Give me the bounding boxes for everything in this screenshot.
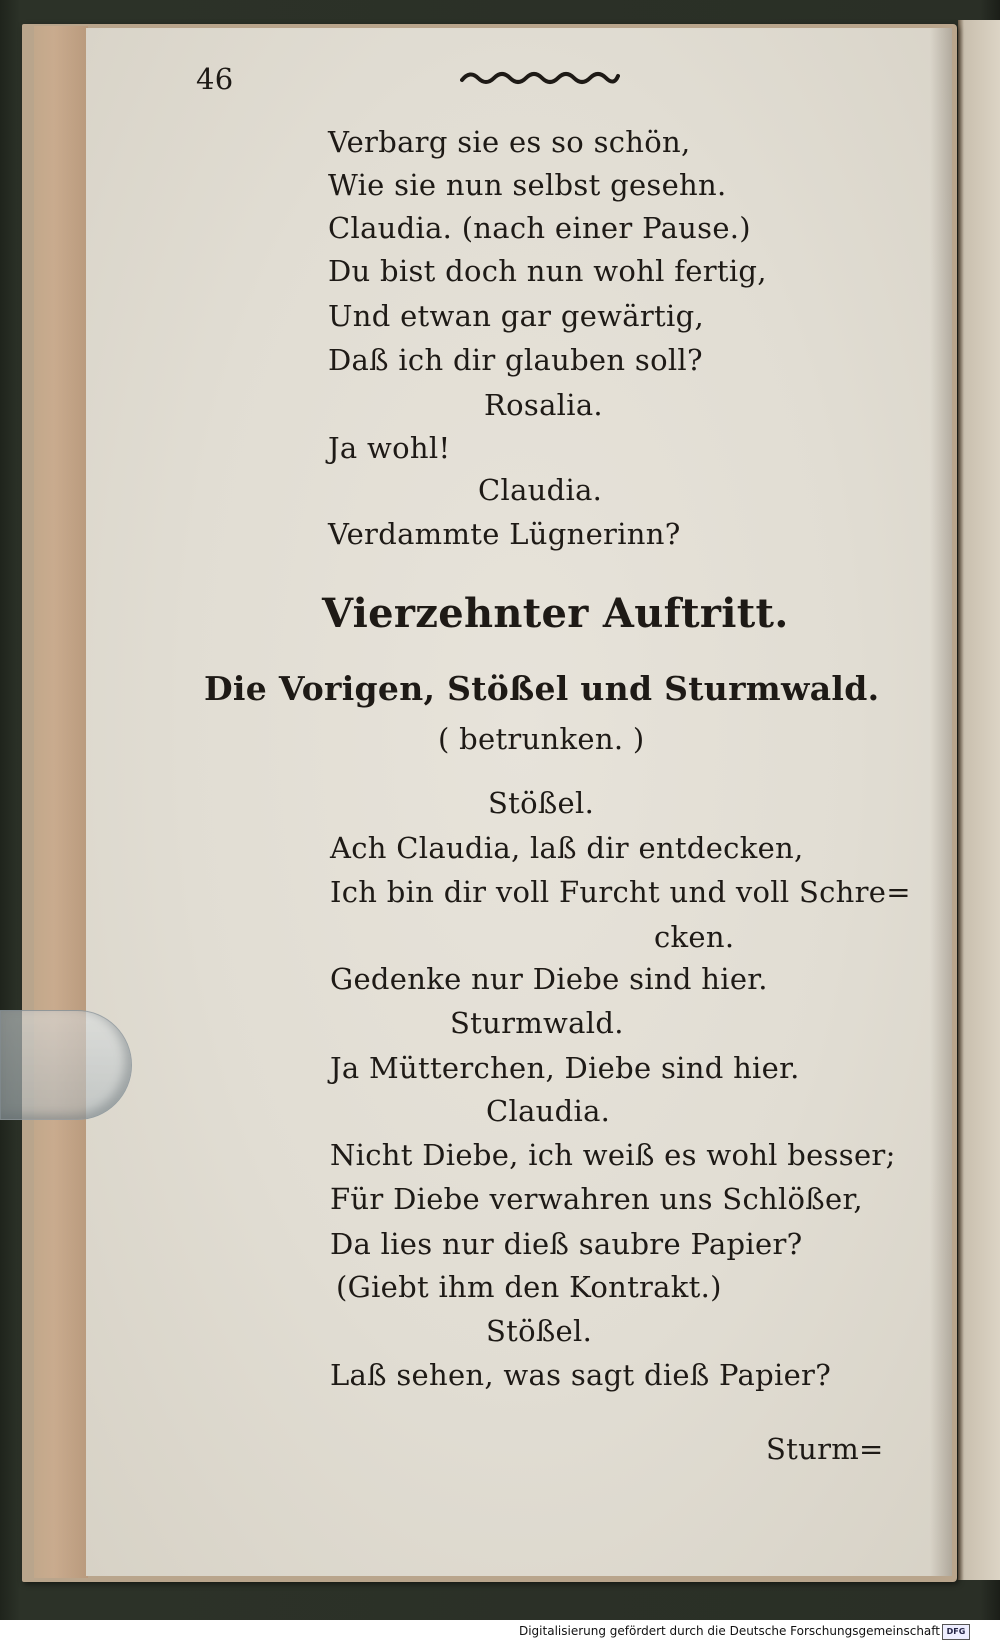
header-ornament-icon [460, 66, 620, 88]
verse-line: Verbarg sie es so schön, [328, 125, 691, 159]
stage-direction: (Giebt ihm den Kontrakt.) [336, 1270, 722, 1304]
verse-line: Ja wohl! [328, 431, 451, 465]
adjacent-page-edge [958, 20, 1000, 1580]
scene-characters: Die Vorigen, Stößel und Sturmwald. [204, 669, 880, 708]
verse-line: Claudia. (nach einer Pause.) [328, 211, 751, 245]
stage-direction: ( betrunken. ) [438, 722, 645, 756]
page-number: 46 [196, 62, 234, 96]
verse-line: Wie sie nun selbst gesehn. [328, 168, 727, 202]
speaker-name: Claudia. [478, 473, 603, 507]
verse-line: Da lies nur dieß saubre Papier? [330, 1227, 803, 1261]
speaker-name: Rosalia. [484, 388, 603, 422]
speaker-name: Sturmwald. [450, 1006, 624, 1040]
scene-heading: Vierzehnter Auftritt. [322, 590, 789, 637]
verse-line: Nicht Diebe, ich weiß es wohl besser; [330, 1138, 896, 1172]
verse-line: Laß sehen, was sagt dieß Papier? [330, 1358, 832, 1392]
verse-line-continuation: cken. [654, 920, 735, 954]
footer-credit: Digitalisierung gefördert durch die Deutsche Forschungsgemeinschaft [518, 1624, 940, 1638]
book-clip [0, 1010, 132, 1120]
speaker-name: Stößel. [488, 786, 595, 820]
verse-line: Für Diebe verwahren uns Schlößer, [330, 1182, 863, 1216]
verse-line: Ach Claudia, laß dir entdecken, [330, 831, 804, 865]
verse-line: Du bist doch nun wohl fertig, [328, 254, 767, 288]
dfg-logo-icon: DFG [942, 1624, 970, 1640]
verse-line: Ich bin dir voll Furcht und voll Schre= [330, 875, 911, 909]
catchword: Sturm= [766, 1432, 884, 1466]
page-fore-edge [34, 26, 88, 1578]
verse-line: Ja Mütterchen, Diebe sind hier. [330, 1051, 800, 1085]
speaker-name: Claudia. [486, 1094, 611, 1128]
verse-line: Gedenke nur Diebe sind hier. [330, 962, 768, 996]
speaker-name: Stößel. [486, 1314, 593, 1348]
verse-line: Und etwan gar gewärtig, [328, 299, 704, 333]
verse-line: Daß ich dir glauben soll? [328, 343, 703, 377]
verse-line: Verdammte Lügnerinn? [328, 517, 681, 551]
